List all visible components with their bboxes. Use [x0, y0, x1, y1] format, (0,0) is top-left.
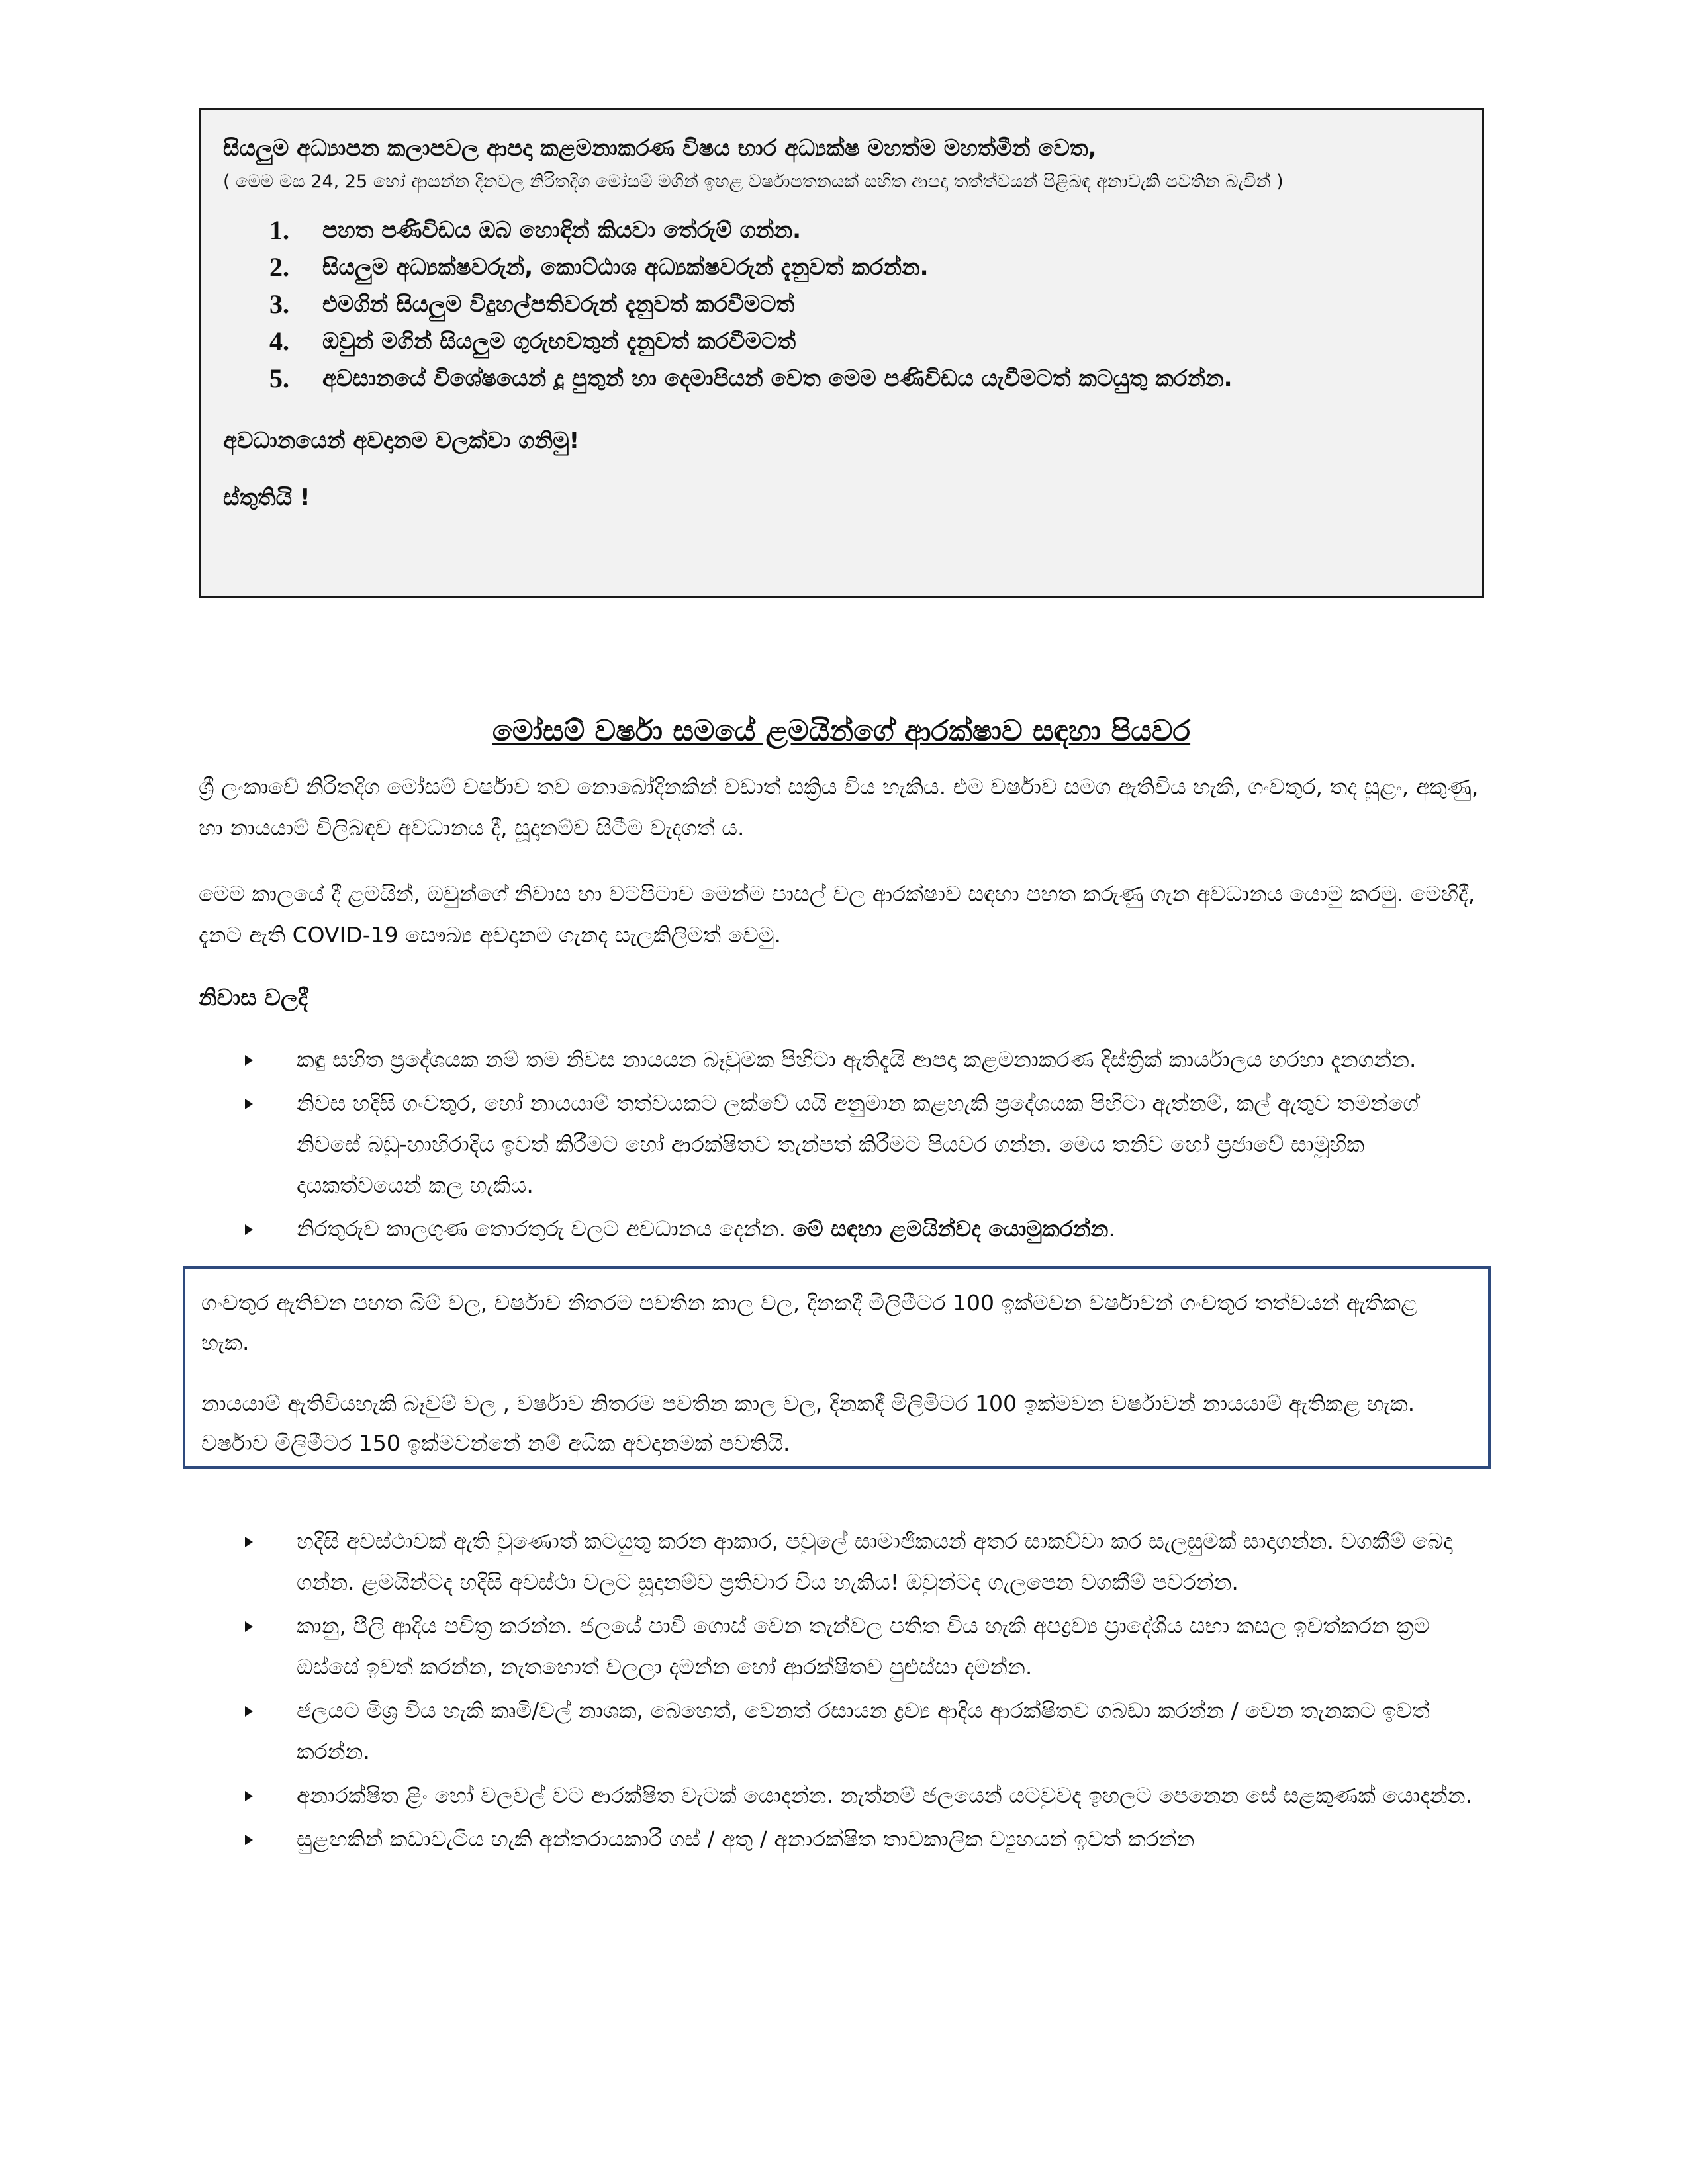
- list-item: [245, 1521, 1489, 1603]
- bullet-arrow-icon: [245, 1224, 253, 1235]
- step-item: [269, 249, 1458, 286]
- list-item: [245, 1208, 1489, 1250]
- info-paragraph-landslide: නායයාම් ඇතිවියහැකි බෑවුම් වල , වර්ෂාව නිතරම පවතින කාල වල, දිනකදී මිලිමීටර 100 ඉක්මවන වර්ෂාවන් නායයාම් ඇතිකළ හැක. වර්ෂාව මිලිමීටර 150 ඉක්මවන්නේ නම් අධික අවදානමක් පවතියි.: [201, 1390, 1415, 1456]
- notice-closing: අවධානයෙන් අවදානම වලක්වා ගනිමු!: [223, 428, 580, 454]
- section-heading-home: නිවාස වලදී: [199, 985, 308, 1011]
- bullet-list-home: [245, 1039, 1489, 1252]
- bullet-text: නිරතුරුව කාලගුණ තොරතුරු වලට අවධානය දෙන්න.: [297, 1216, 793, 1242]
- bullet-arrow-icon: [245, 1835, 253, 1845]
- bullet-arrow-icon: [245, 1537, 253, 1547]
- step-item: [269, 212, 1458, 249]
- list-item: [245, 1775, 1489, 1816]
- bullet-arrow-icon: [245, 1791, 253, 1801]
- step-number: 1.: [269, 215, 289, 245]
- bullet-arrow-icon: [245, 1621, 253, 1632]
- bullet-arrow-icon: [245, 1055, 253, 1066]
- intro-paragraph-2: මෙම කාලයේ දී ළමයින්, ඔවුන්ගේ නිවාස හා වටපිටාව මෙන්ම පාසල් වල ආරක්ෂාව සඳහා පහත කරුණු ගැන අවධානය යොමු කරමු. මෙහිදී, දැනට ඇති COVID-19 සෞඛ්‍ය අවදානම ගැනද සැලකිලිමත් වෙමු.: [199, 881, 1476, 948]
- notice-heading: සියලුම අධ්‍යාපන කලාපවල ආපදා කළමනාකරණ විෂය භාර අධ්‍යක්ෂ මහත්ම මහත්මීන් වෙත,: [223, 135, 1097, 161]
- list-item: [245, 1606, 1489, 1688]
- list-item: [245, 1819, 1489, 1860]
- bullet-emphasis: මේ සඳහා ළමයින්වද යොමුකරන්න: [792, 1216, 1109, 1242]
- step-number: 2.: [269, 252, 289, 282]
- step-text: ඔවුන් මගින් සියලුම ගුරුභවතුන් දැනුවත් කරවීමටත්: [322, 328, 796, 355]
- bullet-text: සුළඟකින් කඩාවැටිය හැකි අන්තරායකාරී ගස් / අතු / අනාරක්ෂිත තාවකාලික ව්‍යුහයන් ඉවත් කරන්න: [297, 1826, 1195, 1852]
- bullet-list-preparedness: [245, 1521, 1489, 1862]
- bullet-arrow-icon: [245, 1706, 253, 1717]
- step-number: 4.: [269, 326, 289, 356]
- step-text: පහත පණිවිඩය ඔබ හොඳින් කියවා තේරුම් ගන්න.: [322, 217, 801, 244]
- step-number: 5.: [269, 363, 289, 393]
- step-text: එමගින් සියලුම විදුහල්පතිවරුන් දැනුවත් කරවීමටත්: [322, 291, 795, 318]
- bullet-text: අනාරක්ෂිත ළිං හෝ වලවල් වට ආරක්ෂිත වැටක් යොදන්න. නැත්නම් ජලයෙන් යටවුවද ඉහලට පෙනෙන සේ සළකුණක් යොදන්න.: [297, 1782, 1473, 1808]
- bullet-arrow-icon: [245, 1099, 253, 1109]
- bullet-text: කානු, පීලි ආදිය පවිත්‍ර කරන්න. ජලයේ පාවී ගොස් වෙන තැන්වල පතිත විය හැකි අපද්‍රව්‍ය ප්‍රාදේශීය සභා කසල ඉවත්කරන ක්‍රම ඔස්සේ ඉවත් කරන්න, නැතහොත් වලලා දමන්න හෝ ආරක්ෂිතව පුළුස්සා දමන්න.: [297, 1613, 1430, 1680]
- bullet-text: හදිසි අවස්ථාවක් ඇති වුණොත් කටයුතු කරන ආකාර, පවුලේ සාමාජිකයන් අතර සාකච්චා කර සැලසුමක් සාදාගන්න. වගකීම් බෙදා ගන්න. ළමයින්ටද හදිසි අවස්ථා වලට සූදානම්ව ප්‍රතිචාර විය හැකිය! ඔවුන්ටද ගැලපෙන වගකීම් පවරන්න.: [297, 1528, 1453, 1595]
- list-item: [245, 1690, 1489, 1772]
- info-paragraph-flood: ගංවතුර ඇතිවන පහත බිම් වල, වර්ෂාව නිතරම පවතින කාල වල, දිනකදී මිලිමීටර 100 ඉක්මවන වර්ෂාවන් ගංවතුර තත්වයන් ඇතිකළ හැක.: [201, 1290, 1418, 1355]
- bullet-text: ජලයට මිශ්‍ර විය හැකි කෘමි/වල් නාශක, බෙහෙත්, වෙනත් රසායන ද්‍රව්‍ය ආදිය ආරක්ෂිතව ගබඩා කරන්න / වෙන තැනකට ඉවත් කරන්න.: [297, 1698, 1430, 1764]
- document-title: මෝසම් වර්ෂා සමයේ ළමයින්ගේ ආරක්ෂාව සඳහා පියවර: [492, 714, 1191, 748]
- intro-paragraph-1: ශ්‍රී ලංකාවේ නිරිතදිග මෝසම් වර්ෂාව තව නොබෝදිනකින් වඩාත් සක්‍රිය විය හැකිය. එම වර්ෂාව සමග ඇතිවිය හැකි, ගංවතුර, තද සුළං, අකුණු, හා නායයාම් විලිබඳව අවධානය දී, සූදානම්ව සිටීම වැදගත් ය.: [199, 774, 1479, 841]
- steps-list: [223, 212, 1458, 397]
- step-item: [269, 323, 1458, 360]
- bullet-text: නිවස හදිසි ගංවතුර, හෝ නායයාම් තත්වයකට ලක්වේ යයි අනුමාන කළහැකි ප්‍රදේශයක පිහිටා ඇත්නම්, කල් ඇතුව තමන්ගේ නිවසේ බඩු-භාහිරාදිය ඉවත් කිරීමට හෝ ආරක්ෂිතව තැන්පත් කිරීමට පියවර ගන්න. මෙය තනිව හෝ ප්‍රජාවේ සාමූහික දායකත්වයෙන් කල හැකිය.: [297, 1090, 1419, 1198]
- step-text: සියලුම අධ්‍යක්ෂවරුන්, කොට්ඨාශ අධ්‍යක්ෂවරුන් දැනුවත් කරන්න.: [322, 254, 929, 281]
- rainfall-info-box: [183, 1266, 1491, 1469]
- list-item: [245, 1083, 1489, 1206]
- notice-box: [199, 108, 1484, 598]
- step-item: [269, 360, 1458, 397]
- list-item: [245, 1039, 1489, 1080]
- step-number: 3.: [269, 289, 289, 319]
- bullet-end: .: [1108, 1216, 1115, 1242]
- step-text: අවසානයේ විශේෂයෙන් දූ පුතුන් හා දෙමාපියන් වෙත මෙම පණිවිඩය යැවීමටත් කටයුතු කරන්න.: [322, 365, 1233, 392]
- step-item: [269, 286, 1458, 323]
- bullet-text: කඳු සහිත ප්‍රදේශයක නම් තම නිවස නායයන බෑවුමක පිහිටා ඇතිදැයි ආපදා කළමනාකරණ දිස්ත්‍රික් කාර්යාලය හරහා දැනගන්න.: [297, 1046, 1417, 1072]
- notice-note: ( මෙම මස 24, 25 හෝ ආසන්න දිනවල නිරිතදිග මෝසම් මගින් ඉහළ වර්ෂාපතනයක් සහිත ආපදා තත්ත්වයන් පිළිබඳ අනාවැකි පවතින බැවින් ): [223, 171, 1284, 192]
- notice-thanks: ස්තුතියි !: [223, 484, 310, 511]
